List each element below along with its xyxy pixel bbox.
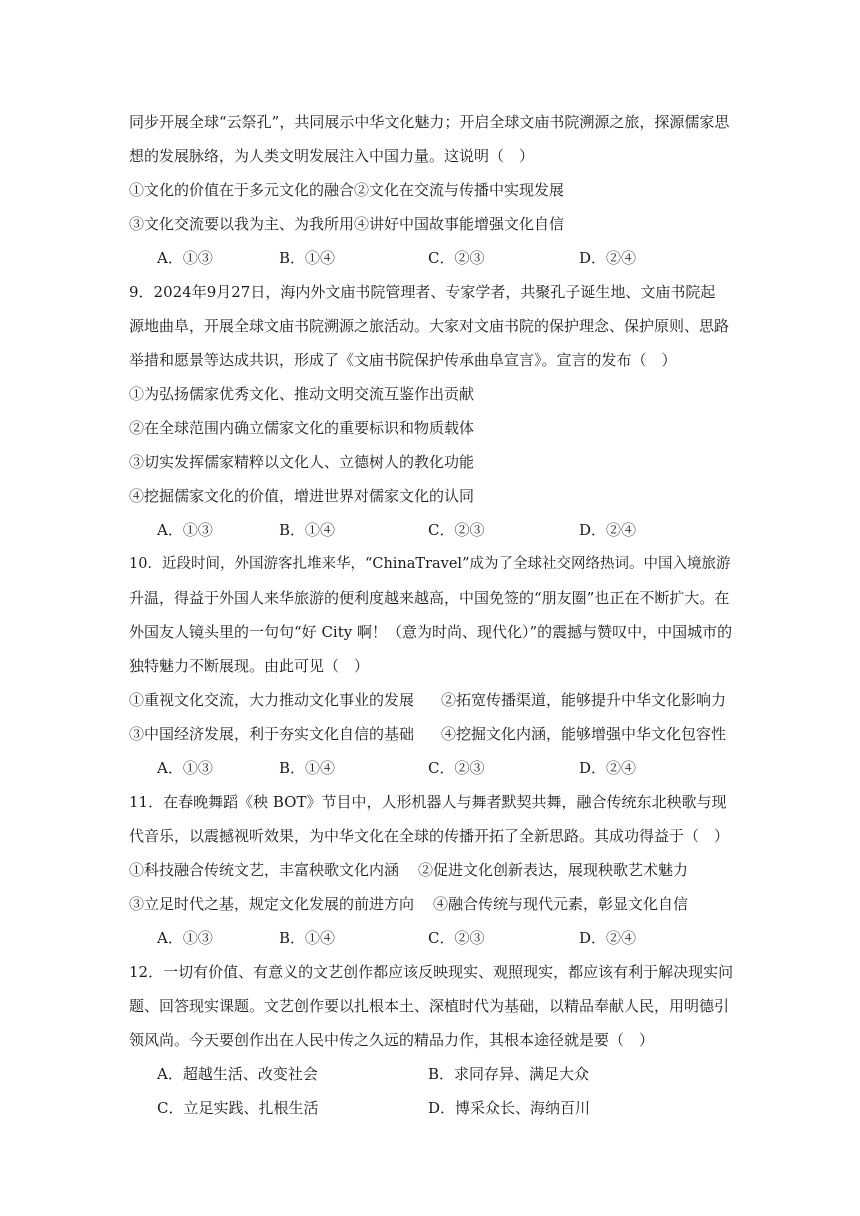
question-12-option-d[interactable]: D．博采众长、海纳百川 bbox=[428, 1099, 591, 1117]
question-9-statement-1: ①为弘扬儒家优秀文化、推动文明交流互鉴作出贡献 bbox=[129, 385, 475, 403]
question-8-stem-line-2: 想的发展脉络，为人类文明发展注入中国力量。这说明（ ） bbox=[129, 147, 535, 165]
question-12-option-c[interactable]: C．立足实践、扎根生活 bbox=[157, 1099, 319, 1117]
question-11-option-a[interactable]: A．①③ bbox=[157, 929, 213, 947]
question-10-statement-2: ②拓宽传播渠道，能够提升中华文化影响力 bbox=[441, 691, 727, 709]
question-12-stem-line-2: 题、回答现实课题。文艺创作要以扎根本土、深植时代为基础，以精品奉献人民，用明德引 bbox=[129, 997, 730, 1015]
question-10-stem-line-1: 10．近段时间，外国游客扎堆来华，“ChinaTravel”成为了全球社交网络热词。中国入境旅游 bbox=[129, 556, 731, 572]
question-9-option-d[interactable]: D．②④ bbox=[579, 521, 637, 539]
question-10-stem-line-3: 外国友人镜头里的一句句“好 City 啊！（意为时尚、现代化）”的震撼与赞叹中，中国城市的 bbox=[129, 623, 733, 641]
question-10-option-d[interactable]: D．②④ bbox=[579, 759, 637, 777]
question-12-stem-line-1: 12．一切有价值、有意义的文艺创作都应该反映现实、观照现实，都应该有利于解决现实问 bbox=[129, 963, 734, 981]
question-9-option-b[interactable]: B．①④ bbox=[279, 521, 336, 539]
question-9-stem-line-2: 源地曲阜，开展全球文庙书院溯源之旅活动。大家对文庙书院的保护理念、保护原则、思路 bbox=[129, 317, 730, 335]
question-11-option-d[interactable]: D．②④ bbox=[579, 929, 637, 947]
question-9-option-a[interactable]: A．①③ bbox=[157, 521, 213, 539]
question-11-statement-1: ①科技融合传统文艺，丰富秧歌文化内涵 bbox=[129, 861, 400, 879]
question-8-option-b[interactable]: B．①④ bbox=[279, 249, 336, 267]
question-9-statement-2: ②在全球范围内确立儒家文化的重要标识和物质载体 bbox=[129, 419, 475, 437]
question-8-option-c[interactable]: C．②③ bbox=[428, 249, 485, 267]
question-12-option-a[interactable]: A．超越生活、改变社会 bbox=[157, 1065, 318, 1083]
question-10-stem-line-2: 升温，得益于外国人来华旅游的便利度越来越高，中国免签的“朋友圈”也正在不断扩大。在 bbox=[129, 589, 730, 607]
question-12-option-b[interactable]: B．求同存异、满足大众 bbox=[428, 1065, 590, 1083]
question-10-statement-1: ①重视文化交流，大力推动文化事业的发展 bbox=[129, 691, 415, 709]
question-9-stem-line-3: 举措和愿景等达成共识，形成了《文庙书院保护传承曲阜宣言》。宣言的发布（ ） bbox=[129, 351, 677, 369]
question-11-stem-line-2: 代音乐，以震撼视听效果，为中华文化在全球的传播开拓了全新思路。其成功得益于（ ） bbox=[129, 827, 730, 845]
question-10-option-b[interactable]: B．①④ bbox=[279, 759, 336, 777]
question-9-option-c[interactable]: C．②③ bbox=[428, 521, 485, 539]
question-8-stem-line-1: 同步开展全球“云祭孔”，共同展示中华文化魅力；开启全球文庙书院溯源之旅，探源儒家思 bbox=[129, 113, 730, 131]
question-11-stem-line-1: 11．在春晚舞蹈《秧 BOT》节目中，人形机器人与舞者默契共舞，融合传统东北秧歌与现 bbox=[129, 793, 727, 811]
question-9-statement-3: ③切实发挥儒家精粹以文化人、立德树人的教化功能 bbox=[129, 453, 475, 471]
question-9-statement-4: ④挖掘儒家文化的价值，增进世界对儒家文化的认同 bbox=[129, 487, 475, 505]
question-11-option-c[interactable]: C．②③ bbox=[428, 929, 485, 947]
question-8-option-d[interactable]: D．②④ bbox=[579, 249, 637, 267]
question-8-option-a[interactable]: A．①③ bbox=[157, 249, 213, 267]
question-10-statement-3: ③中国经济发展，利于夯实文化自信的基础 bbox=[129, 725, 415, 743]
question-11-statement-2: ②促进文化创新表达，展现秧歌艺术魅力 bbox=[418, 861, 689, 879]
question-11-statement-4: ④融合传统与现代元素，彰显文化自信 bbox=[433, 895, 689, 913]
question-8-statement-3-4: ③文化交流要以我为主、为我所用④讲好中国故事能增强文化自信 bbox=[129, 215, 565, 233]
question-11-statement-3: ③立足时代之基，规定文化发展的前进方向 bbox=[129, 895, 415, 913]
question-10-stem-line-4: 独特魅力不断展现。由此可见（ ） bbox=[129, 657, 370, 675]
question-11-option-b[interactable]: B．①④ bbox=[279, 929, 336, 947]
question-10-option-a[interactable]: A．①③ bbox=[157, 759, 213, 777]
question-12-stem-line-3: 领风尚。今天要创作出在人民中传之久远的精品力作，其根本途径就是要（ ） bbox=[129, 1031, 655, 1049]
question-10-option-c[interactable]: C．②③ bbox=[428, 759, 485, 777]
question-9-stem-line-1: 9．2024年9月27日，海内外文庙书院管理者、专家学者，共聚孔子诞生地、文庙书院起 bbox=[129, 283, 716, 301]
question-8-statement-1-2: ①文化的价值在于多元文化的融合②文化在交流与传播中实现发展 bbox=[129, 181, 565, 199]
question-10-statement-4: ④挖掘文化内涵，能够增强中华文化包容性 bbox=[441, 725, 727, 743]
